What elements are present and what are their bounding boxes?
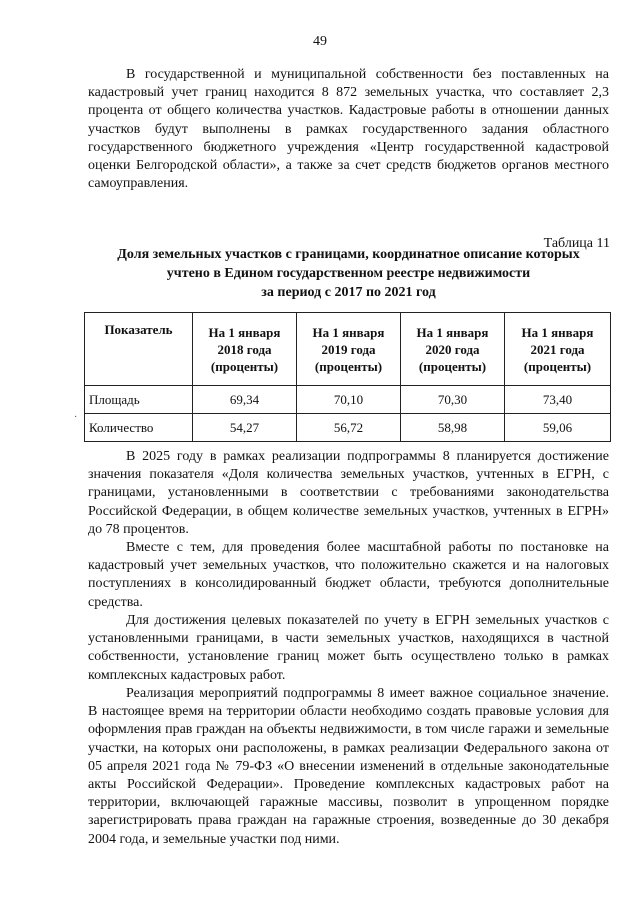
table-label: Таблица 11 (543, 236, 610, 251)
table-title-line-1: Доля земельных участков с границами, координатное описание которых (117, 247, 580, 262)
table-title (88, 245, 609, 302)
margin-mark: · (74, 412, 78, 423)
cell-value: 56,72 (297, 414, 401, 442)
table-title-line-2: учтено в Едином государственном реестре недвижимости (166, 266, 531, 281)
header-2019: На 1 января 2019 года (проценты) (297, 313, 401, 386)
cell-value: 59,06 (505, 414, 611, 442)
cell-value: 73,40 (505, 386, 611, 414)
cell-value: 54,27 (193, 414, 297, 442)
paragraph-complex-works: Для достижения целевых показателей по учету в ЕГРН земельных участков с установленными границами, в части земельных участков, находящихся в частной собственности, установление границ может быть осуществлено только в рамках комплексных кадастровых работ. (88, 613, 609, 683)
page-number: 49 (313, 34, 327, 49)
paragraph-additional-funds: Вместе с тем, для проведения более масштабной работы по постановке на кадастровый учет земельных участков, что положительно скажется и на налоговых поступлениях в консолидированный бюджет области, требуются дополнительные средства. (88, 540, 609, 610)
paragraph-state-ownership: В государственной и муниципальной собственности без поставленных на кадастровый учет границ находится 8 872 земельных участка, что составляет 2,3 процента от общего количества участков. Кадастровые работы в отношении данных участков будут выполнены в рамках государственного задания областного государственного бюджетного учреждения «Центр государственной кадастровой оценки Белгородской области», а также за счет средств бюджетов органов местного самоуправления. (88, 67, 609, 192)
header-2018: На 1 января 2018 года (проценты) (193, 313, 297, 386)
cell-value: 70,10 (297, 386, 401, 414)
header-2020: На 1 января 2020 года (проценты) (401, 313, 505, 386)
table-header-row (85, 313, 611, 386)
header-2021: На 1 января 2021 года (проценты) (505, 313, 611, 386)
paragraph-target-2025: В 2025 году в рамках реализации подпрограммы 8 планируется достижение значения показателя «Доля количества земельных участков, учтенных в ЕГРН, с границами, установленными в соответствии с требованиями законодательства Российской Федерации, в общем количестве земельных участков, учтенных в ЕГРН» до 78 процентов. (88, 449, 609, 537)
table-row (85, 386, 611, 414)
land-plots-table (84, 312, 611, 442)
row-label: Площадь (85, 386, 193, 414)
table-title-line-3: за период с 2017 по 2021 год (261, 285, 436, 300)
cell-value: 58,98 (401, 414, 505, 442)
row-label: Количество (85, 414, 193, 442)
header-indicator: Показатель (85, 313, 193, 386)
cell-value: 69,34 (193, 386, 297, 414)
table-row (85, 414, 611, 442)
paragraph-social-significance: Реализация мероприятий подпрограммы 8 имеет важное социальное значение. В настоящее время на территории области необходимо создать правовые условия для оформления прав граждан на объекты недвижимости, в том числе гаражи и земельные участки, на которых они расположены, в рамках реализации Федерального закона от 05 апреля 2021 года № 79-ФЗ «О внесении изменений в отдельные законодательные акты Российской Федерации». Проведение комплексных кадастровых работ на территории, включающей гаражные массивы, позволит в упрощенном порядке зарегистрировать права граждан на гаражные строения, возведенные до 30 декабря 2004 года, и земельные участки под ними. (88, 686, 609, 847)
cell-value: 70,30 (401, 386, 505, 414)
